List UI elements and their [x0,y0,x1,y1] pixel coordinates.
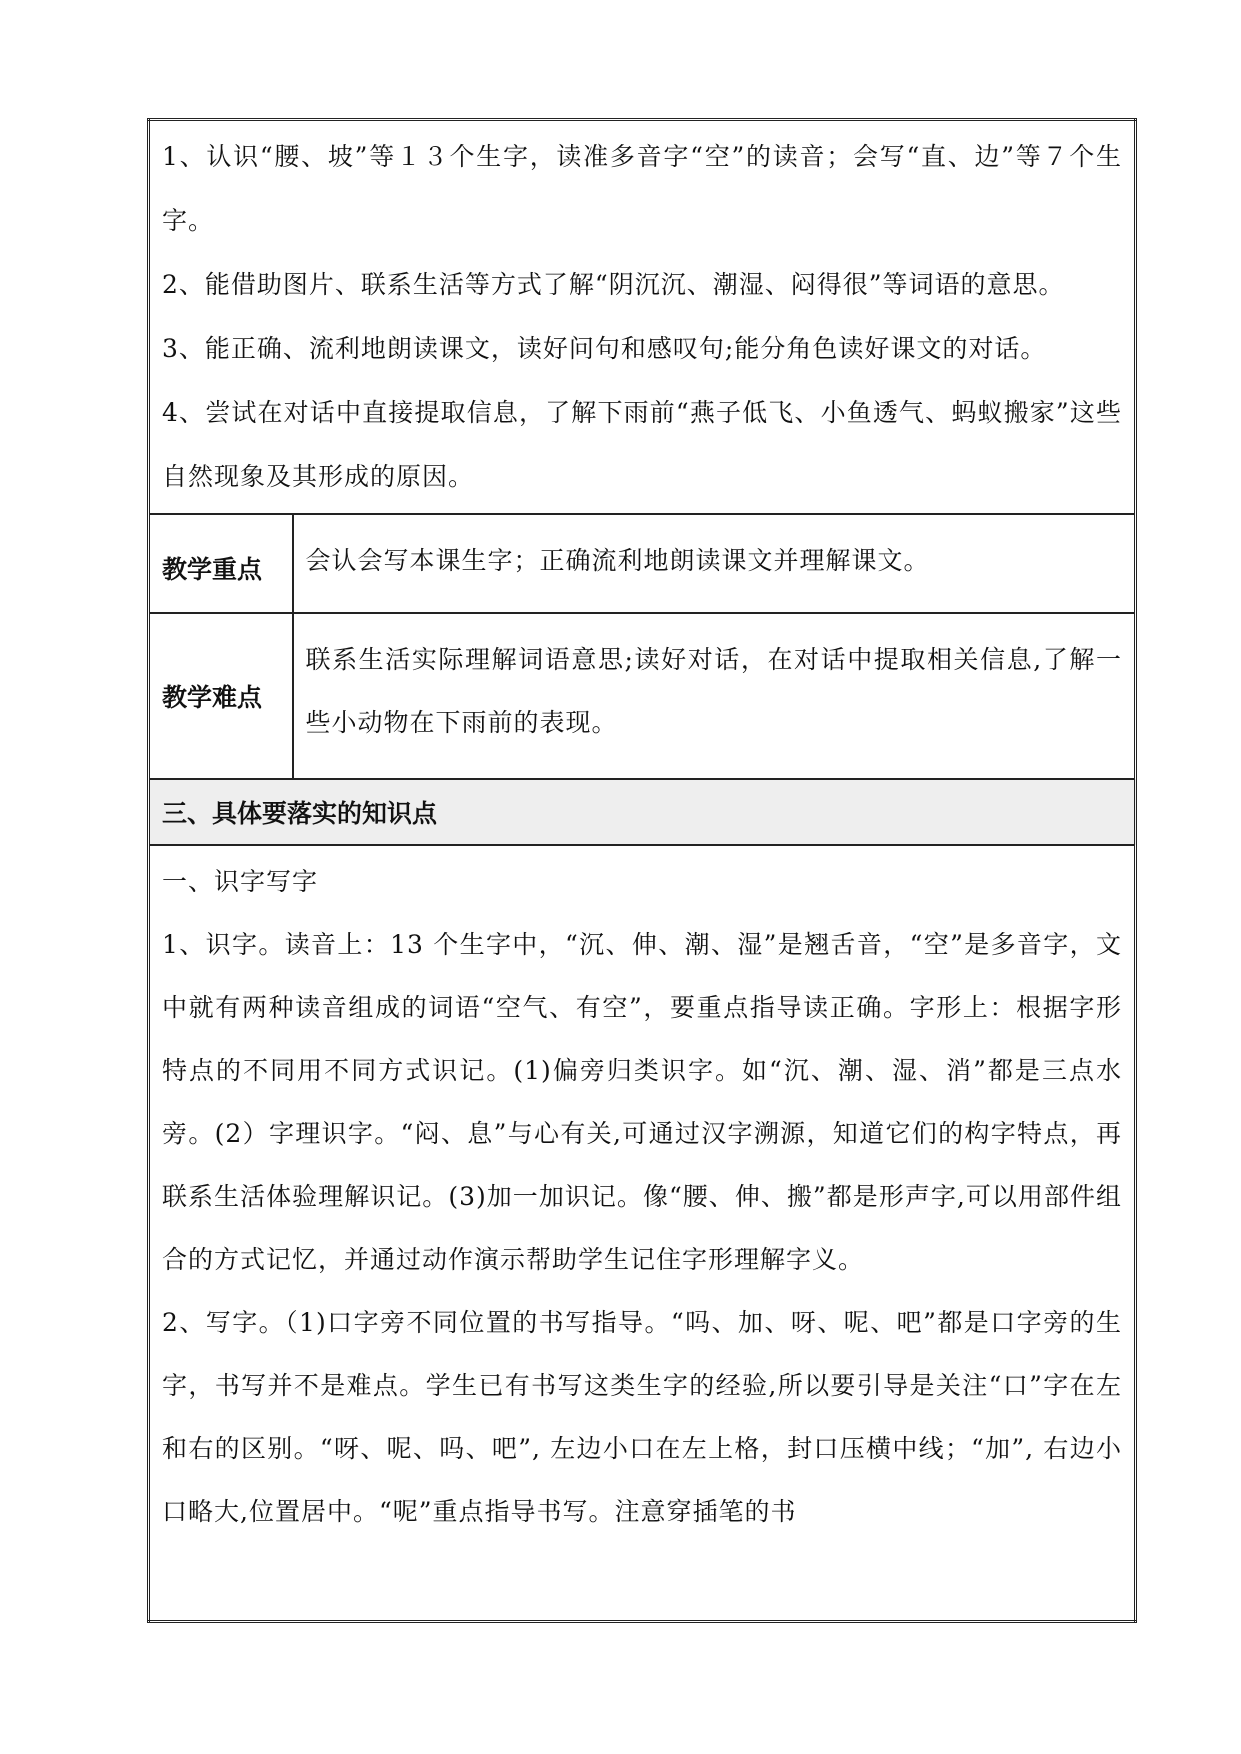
key-points-row [149,514,1136,613]
lesson-plan-table [147,118,1137,1623]
difficulties-label: 教学难点 [149,613,293,779]
key-points-cell [293,514,1136,613]
knowledge-row [149,845,1136,1622]
objective-item: 3、能正确、流利地朗读课文，读好问句和感叹句;能分角色读好课文的对话。 [162,334,1047,363]
key-points-text: 会认会写本课生字；正确流利地朗读课文并理解课文。 [305,546,930,575]
knowledge-cell [149,845,1136,1622]
difficulties-cell [293,613,1136,779]
knowledge-paragraph: 2、写字。（1)口字旁不同位置的书写指导。“吗、加、呀、呢、吧”都是口字旁的生字，书写并不是难点。学生已有书写这类生字的经验,所以要引导是关注“口”字在左和右的区别。“呀、呢、吗、吧”, 左边小口在左上格，封口压横中线；“加”, 右边小口略大,位置居中。“呢”重点指导书写。注意穿插笔的书 [162,1308,1123,1526]
objective-item: 2、能借助图片、联系生活等方式了解“阴沉沉、潮湿、闷得很”等词语的意思。 [162,270,1065,299]
objectives-cell [149,120,1136,515]
key-points-label: 教学重点 [149,514,293,613]
knowledge-subheading: 一、识字写字 [162,867,319,896]
section-title: 三、具体要落实的知识点 [149,779,1136,845]
objective-item: 1、认识“腰、坡”等１３个生字，读准多音字“空”的读音；会写“直、边”等７个生字。 [162,142,1123,235]
knowledge-paragraph: 1、识字。读音上：13 个生字中，“沉、伸、潮、湿”是翘舌音，“空”是多音字，文中就有两种读音组成的词语“空气、有空”，要重点指导读正确。字形上：根据字形特点的不同用不同方式识记。(1)偏旁归类识字。如“沉、潮、湿、消”都是三点水旁。(2）字理识字。“闷、息”与心有关,可通过汉字溯源，知道它们的构字特点，再联系生活体验理解识记。(3)加一加识记。像“腰、伸、搬”都是形声字,可以用部件组合的方式记忆，并通过动作演示帮助学生记住字形理解字义。 [162,930,1123,1274]
difficulties-row [149,613,1136,779]
difficulties-text: 联系生活实际理解词语意思;读好对话，在对话中提取相关信息,了解一些小动物在下雨前的表现。 [305,645,1123,737]
objectives-row [149,120,1136,515]
section-header-row [149,779,1136,845]
objective-item: 4、尝试在对话中直接提取信息，了解下雨前“燕子低飞、小鱼透气、蚂蚁搬家”这些自然现象及其形成的原因。 [162,398,1123,491]
